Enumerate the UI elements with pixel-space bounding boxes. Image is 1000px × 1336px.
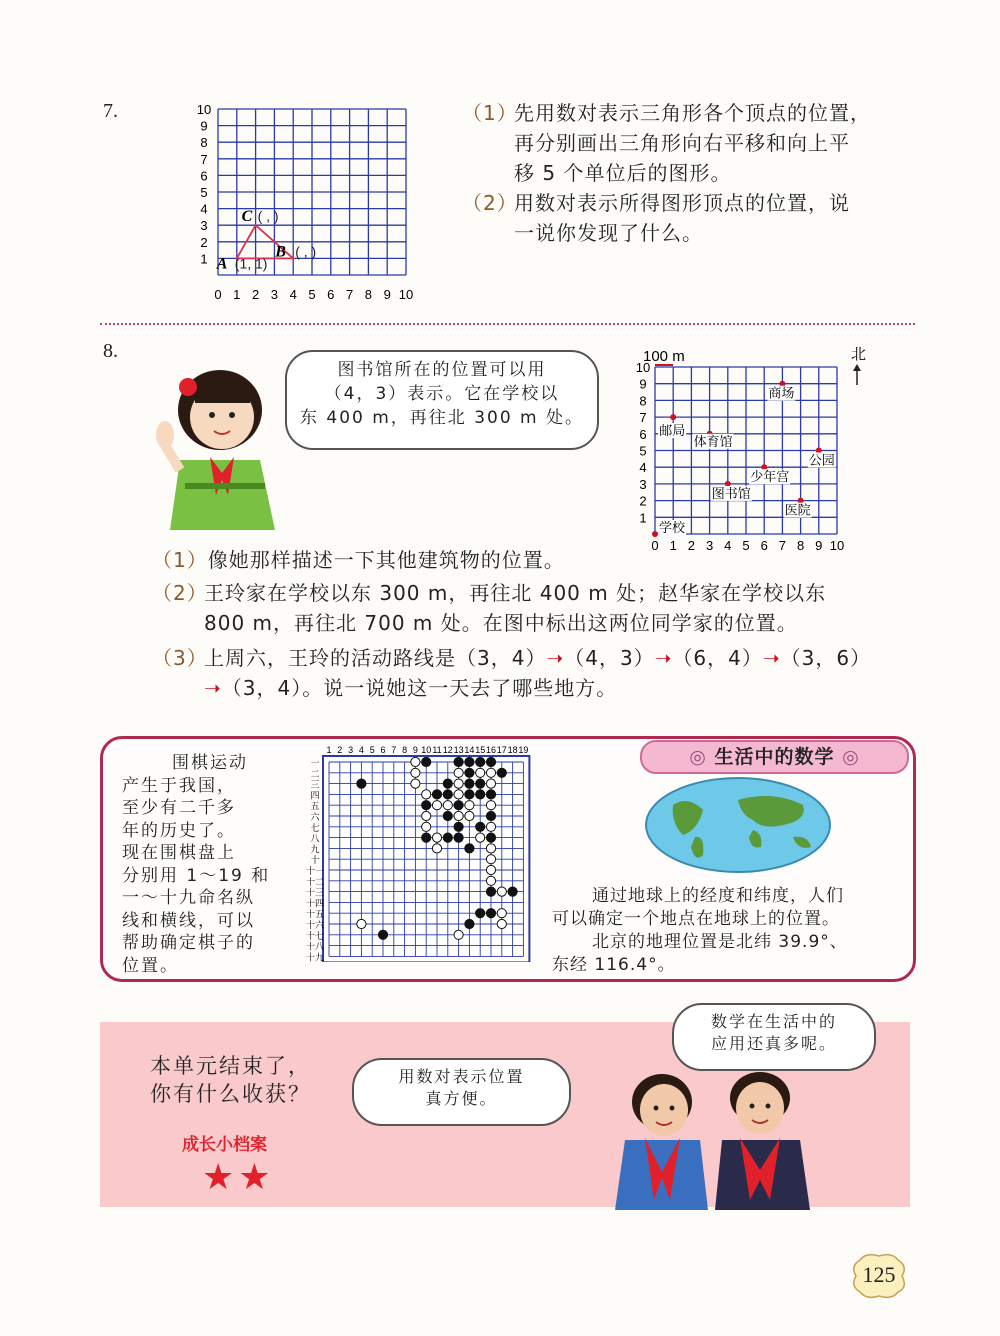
y-tick-label: 3 <box>639 476 647 492</box>
section-divider <box>100 323 915 325</box>
black-stone <box>422 757 431 766</box>
go-col-label: 16 <box>485 745 497 755</box>
place-label: 学校 <box>659 521 686 536</box>
y-tick-label: 3 <box>200 218 208 234</box>
children-illustration <box>600 1060 830 1210</box>
go-col-label: 6 <box>380 745 386 755</box>
black-stone <box>443 811 452 820</box>
place-marker <box>670 414 676 420</box>
black-stone <box>486 909 495 918</box>
go-row-label: 十八 <box>305 942 325 953</box>
white-stone <box>486 768 495 777</box>
y-tick-label: 6 <box>639 426 647 442</box>
y-tick-label: 2 <box>639 493 647 509</box>
black-stone <box>443 779 452 788</box>
go-col-label: 7 <box>391 745 397 755</box>
white-stone <box>454 779 463 788</box>
north-arrow-head <box>853 364 861 371</box>
y-tick-label: 4 <box>639 460 647 476</box>
go-row-label: 六 <box>310 813 320 823</box>
white-stone <box>486 801 495 810</box>
y-tick-label: 1 <box>200 251 208 267</box>
problem-7-q2: （2） 用数对表示所得图形顶点的位置，说 一说你发现了什么。 <box>462 188 922 248</box>
black-stone <box>476 779 485 788</box>
white-stone <box>486 822 495 831</box>
y-tick-label: 1 <box>639 510 647 526</box>
problem-7-q1-line: 再分别画出三角形向右平移和向上平 <box>514 131 850 155</box>
place-label: 体育馆 <box>693 434 733 450</box>
y-tick-label: 5 <box>200 185 208 200</box>
arrow-icon: ➝ <box>654 646 673 670</box>
white-stone <box>497 887 506 896</box>
white-stone <box>497 919 506 928</box>
scale-label: 100 m <box>643 348 685 365</box>
go-col-label: 11 <box>432 745 442 755</box>
y-tick-label: 10 <box>635 360 651 375</box>
place-label: 少年宫 <box>750 470 790 486</box>
white-stone <box>486 876 495 885</box>
white-stone <box>443 801 452 810</box>
bubble-line: 东 400 m，再往北 300 m 处。 <box>299 408 585 428</box>
go-row-label: 三 <box>310 780 320 791</box>
go-row-label: 十 <box>310 856 320 867</box>
go-row-label: 八 <box>310 834 320 845</box>
go-row-label: 十六 <box>305 921 325 931</box>
go-row-label: 十一 <box>305 867 325 877</box>
go-row-label: 四 <box>310 791 320 802</box>
black-stone <box>422 801 431 810</box>
black-stone <box>465 768 474 777</box>
go-row-label: 五 <box>310 802 320 813</box>
x-tick-label: 2 <box>687 538 696 553</box>
bubble-line: 图书馆所在的位置可以用 <box>337 360 547 380</box>
black-stone <box>476 822 485 831</box>
x-tick-label: 9 <box>383 287 391 302</box>
go-col-label: 5 <box>369 745 375 755</box>
black-stone <box>443 790 452 799</box>
vertex-c-label: C <box>241 208 253 226</box>
black-stone <box>422 833 431 842</box>
black-stone <box>378 930 387 939</box>
x-tick-label: 2 <box>251 287 260 302</box>
place-label: 邮局 <box>659 424 686 440</box>
white-stone <box>422 811 431 820</box>
x-tick-label: 7 <box>345 287 354 302</box>
black-stone <box>454 822 463 831</box>
vertex-c-coord: ( , ) <box>257 208 279 225</box>
arrow-icon: ➝ <box>546 646 565 670</box>
bubble-line: （4，3）表示。它在学校以 <box>324 384 560 404</box>
white-stone <box>476 833 485 842</box>
x-tick-label: 9 <box>815 538 823 553</box>
black-stone <box>486 790 495 799</box>
x-tick-label: 6 <box>327 287 335 302</box>
black-stone <box>443 833 452 842</box>
go-col-label: 15 <box>475 745 486 755</box>
place-label: 商场 <box>768 386 795 402</box>
black-stone <box>508 887 517 896</box>
black-stone <box>486 887 495 896</box>
go-text: 围棋运动 产生于我国， 至少有二千多 年的历史了。 现在围棋盘上 分别用 1～19 和 一～十九命名纵 线和横线，可以 帮助确定棋子的 位置。 <box>122 753 271 976</box>
x-tick-label: 3 <box>270 287 279 302</box>
go-row-label: 十三 <box>305 888 325 899</box>
y-tick-label: 6 <box>200 168 208 184</box>
vertex-a-label: A <box>216 255 228 273</box>
white-stone <box>422 790 431 799</box>
north-label: 北 <box>851 346 867 363</box>
black-stone <box>357 779 366 788</box>
x-tick-label: 1 <box>669 538 677 553</box>
white-stone <box>432 844 441 853</box>
go-row-label: 七 <box>310 823 320 834</box>
go-col-label: 18 <box>507 745 518 755</box>
x-tick-label: 8 <box>364 287 373 302</box>
x-tick-label: 0 <box>651 538 659 553</box>
white-stone <box>411 779 420 788</box>
black-stone <box>486 811 495 820</box>
problem-7-q2-line: 用数对表示所得图形顶点的位置，说 <box>514 191 850 215</box>
white-stone <box>486 855 495 864</box>
go-col-label: 13 <box>453 745 464 755</box>
white-stone <box>422 822 431 831</box>
girl-illustration <box>140 365 290 535</box>
black-stone <box>454 757 463 766</box>
girl-speech-bubble <box>285 350 599 450</box>
vertex-b-label: B <box>275 243 286 261</box>
go-col-label: 19 <box>518 745 529 755</box>
page-number: 125 <box>862 1262 896 1287</box>
x-tick-label: 8 <box>796 538 805 553</box>
go-row-label: 十七 <box>305 931 325 942</box>
y-tick-label: 2 <box>200 234 208 250</box>
go-row-label: 一 <box>310 759 320 769</box>
vertex-a-coord: (1, 1) <box>234 255 268 272</box>
go-col-label: 8 <box>402 745 408 755</box>
white-stone <box>465 801 474 810</box>
black-stone <box>465 779 474 788</box>
x-tick-label: 4 <box>724 538 732 553</box>
black-stone <box>486 757 495 766</box>
black-stone <box>432 790 441 799</box>
star-rating: ★★ <box>202 1157 275 1198</box>
black-stone <box>476 790 485 799</box>
y-tick-label: 8 <box>639 393 647 409</box>
life-math-banner: ◎ 生活中的数学 ◎ <box>640 740 909 774</box>
x-tick-label: 7 <box>778 538 787 553</box>
white-stone <box>432 833 441 842</box>
problem-7-q2-line: 一说你发现了什么。 <box>514 221 703 245</box>
problem-8-q2-line: 800 m，再往北 700 m 处。在图中标出这两位同学家的位置。 <box>204 611 798 635</box>
black-stone <box>454 833 463 842</box>
x-tick-label: 5 <box>308 287 316 302</box>
go-col-label: 12 <box>442 745 453 755</box>
problem-8-number: 8. <box>103 340 118 362</box>
y-tick-label: 7 <box>200 151 208 167</box>
black-stone <box>476 757 485 766</box>
go-col-label: 9 <box>412 745 418 755</box>
y-tick-label: 9 <box>200 118 208 134</box>
problem-8-q2-line: 王玲家在学校以东 300 m，再往北 400 m 处；赵华家在学校以东 <box>204 581 827 605</box>
white-stone <box>432 801 441 810</box>
arrow-icon: ➝ <box>762 646 781 670</box>
go-col-label: 3 <box>348 745 354 755</box>
x-tick-label: 10 <box>398 287 414 302</box>
white-stone <box>486 779 495 788</box>
go-row-label: 九 <box>310 845 320 856</box>
y-tick-label: 4 <box>200 201 208 217</box>
x-tick-label: 4 <box>289 287 297 302</box>
go-col-label: 14 <box>464 745 475 755</box>
problem-8-q3: （3） 上周六，王玲的活动路线是（3，4）➝（4，3）➝（6，4）➝（3，6） ➝（3，4）。说一说她这一天去了哪些地方。 <box>152 646 872 700</box>
go-col-label: 17 <box>496 745 507 755</box>
problem-7-q1-line: 先用数对表示三角形各个顶点的位置， <box>514 101 871 125</box>
black-stone <box>465 757 474 766</box>
go-col-label: 1 <box>326 745 332 755</box>
black-stone <box>486 833 495 842</box>
summary-question: 本单元结束了， 你有什么收获？ <box>150 1054 311 1106</box>
go-row-label: 二 <box>310 769 320 780</box>
vertex-b-coord: ( , ) <box>295 243 317 260</box>
white-stone <box>454 811 463 820</box>
x-tick-label: 6 <box>760 538 768 553</box>
y-tick-label: 5 <box>639 443 647 459</box>
x-tick-label: 1 <box>233 287 241 302</box>
go-row-label: 十九 <box>305 953 325 962</box>
white-stone <box>357 919 366 928</box>
y-tick-label: 10 <box>196 102 212 117</box>
white-stone <box>411 757 420 766</box>
go-row-label: 十五 <box>305 910 325 921</box>
problem-8-q1: （1）像她那样描述一下其他建筑物的位置。 <box>152 548 565 572</box>
x-tick-label: 3 <box>705 538 714 553</box>
left-speech-bubble: 用数对表示位置 真方便。 <box>352 1058 571 1126</box>
white-stone <box>497 909 506 918</box>
go-col-label: 10 <box>421 745 432 755</box>
y-tick-label: 9 <box>639 376 647 392</box>
problem-7-number: 7. <box>103 100 118 122</box>
go-col-label: 2 <box>337 745 343 755</box>
growth-archive-label: 成长小档案 <box>182 1135 267 1155</box>
y-tick-label: 7 <box>639 410 647 426</box>
black-stone <box>465 919 474 928</box>
place-marker <box>652 531 658 537</box>
go-board <box>296 744 546 962</box>
black-stone <box>465 790 474 799</box>
world-map-illustration <box>643 775 833 875</box>
white-stone <box>465 811 474 820</box>
y-tick-label: 8 <box>200 135 208 151</box>
go-col-label: 4 <box>358 745 364 755</box>
problem-8-q2: （2） 王玲家在学校以东 300 m，再往北 400 m 处；赵华家在学校以东 800 m，再往北 700 m 处。在图中标出这两位同学家的位置。 <box>152 578 942 638</box>
white-stone <box>454 930 463 939</box>
place-label: 医院 <box>784 503 811 519</box>
x-tick-label: 0 <box>214 287 222 302</box>
problem-7-q1-line: 移 5 个单位后的图形。 <box>514 161 732 185</box>
black-stone <box>497 768 506 777</box>
black-stone <box>476 909 485 918</box>
black-stone <box>465 844 474 853</box>
x-tick-label: 10 <box>829 538 845 553</box>
white-stone <box>486 844 495 853</box>
white-stone <box>454 790 463 799</box>
black-stone <box>454 801 463 810</box>
white-stone <box>454 768 463 777</box>
life-text: 通过地球上的经度和纬度，人们 可以确定一个地点在地球上的位置。 北京的地理位置是北纬 39.9°、 东经 116.4°。 <box>552 886 848 975</box>
go-row-label: 十四 <box>305 899 325 910</box>
x-tick-label: 5 <box>742 538 750 553</box>
problem-7-q1: （1） 先用数对表示三角形各个顶点的位置， 再分别画出三角形向右平移和向上平 移 5 个单位后的图形。 <box>462 98 922 188</box>
go-row-label: 十二 <box>305 877 325 888</box>
right-speech-bubble: 数学在生活中的 应用还真多呢。 <box>672 1003 876 1071</box>
white-stone <box>486 865 495 874</box>
white-stone <box>476 768 485 777</box>
place-label: 公园 <box>808 453 835 469</box>
problem-8-map <box>628 338 873 560</box>
problem-7-grid <box>185 95 420 305</box>
place-label: 图书馆 <box>711 486 751 502</box>
white-stone <box>411 768 420 777</box>
arrow-icon: ➝ <box>204 676 222 700</box>
